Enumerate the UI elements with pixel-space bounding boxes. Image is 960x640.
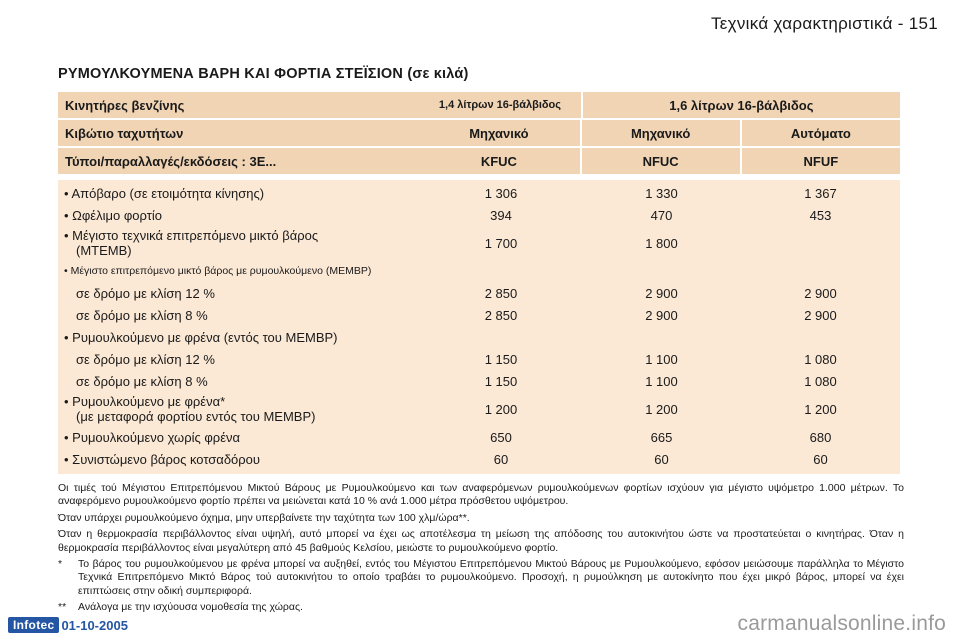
value-c [741, 226, 900, 260]
footnote-1 [58, 558, 904, 598]
gearbox-b: Μηχανικό [580, 120, 740, 146]
value-a: 394 [490, 207, 512, 223]
value-b: 665 [650, 429, 673, 445]
row-label: • Ρυμουλκούμενο με φρένα (εντός του MEMBP) [64, 329, 338, 345]
table-row [58, 370, 900, 392]
table-row [58, 282, 900, 304]
table-row [58, 348, 900, 370]
edition-date: 01-10-2005 [61, 617, 128, 633]
value-c: 680 [809, 429, 832, 445]
section-title: ΡΥΜΟΥΛΚΟΥΜΕΝΑ ΒΑΡΗ ΚΑΙ ΦΟΡΤΙΑ ΣΤΕΪΣΙΟΝ (σε κιλά) [58, 66, 469, 82]
row-label-line1: • Μέγιστο τεχνικά επιτρεπόμενο μικτό βάρος [64, 228, 319, 243]
note-speed: Όταν υπάρχει ρυμουλκούμενο όχημα, μην υπερβαίνετε την ταχύτητα των 100 χλμ/ώρα**. [58, 511, 470, 524]
page-title: Τεχνικά χαρακτηριστικά - 151 [710, 14, 938, 33]
value-a: 1 200 [484, 401, 518, 417]
table-row [58, 226, 900, 260]
value-b: 1 100 [645, 373, 678, 389]
gearbox-a: Μηχανικό [469, 125, 529, 141]
value-a: 1 306 [484, 185, 518, 201]
table-row [58, 260, 900, 282]
footnote-2-text: Ανάλογα με την ισχύουσα νομοθεσία της χώρας. [78, 601, 303, 614]
value-b: 1 200 [645, 401, 678, 417]
value-a: 2 850 [484, 307, 518, 323]
row-label: • Συνιστώμενο βάρος κοτσαδόρου [64, 451, 261, 467]
watermark: carmanualsonline.info [737, 612, 946, 635]
row-label [58, 392, 420, 426]
value-c: 453 [809, 207, 832, 223]
note-altitude: Οι τιμές τού Μέγιστου Επιτρεπόμενου Μικτού Βάρους με Ρυμουλκούμενο και των αναφερόμενων ρυμουλκούμενων φορτίων ισχύουν για μέγιστο υψόμετρο 1.000 μέτρων. Το αναφερόμενο ρυμουλκούμενο φορτίο πρέπει να μειώνεται κατά 10 % ανά 1.000 μέτρα πρόσθετου υψόμετρου. [58, 482, 904, 508]
value-c: 1 200 [804, 401, 837, 417]
value-a: 60 [493, 451, 509, 467]
types-label: Τύποι/παραλλαγές/εκδόσεις : 3E... [65, 153, 277, 169]
table-row [58, 304, 900, 326]
engine-a-header: 1,4 λίτρων 16-βάλβιδος [438, 99, 561, 111]
engines-label: Κινητήρες βενζίνης [65, 97, 185, 113]
value-c: 1 080 [804, 351, 837, 367]
value-b: 2 900 [645, 307, 678, 323]
row-label-line2: (MTEMB) [76, 243, 132, 258]
type-c: NFUF [740, 148, 900, 174]
footer [8, 617, 128, 633]
value-c: 2 900 [804, 307, 837, 323]
row-label: σε δρόμο με κλίση 12 % [76, 285, 215, 301]
infotec-logo: Infotec [8, 617, 59, 633]
value-b: 1 100 [645, 351, 678, 367]
value-b: 2 900 [645, 285, 678, 301]
row-label: σε δρόμο με κλίση 12 % [76, 351, 215, 367]
spec-table [58, 92, 900, 474]
value-a: 1 150 [484, 351, 518, 367]
table-row [58, 182, 900, 204]
row-label [58, 226, 420, 260]
note-temperature: Όταν η θερμοκρασία περιβάλλοντος είναι υψηλή, αυτό μπορεί να έχει ως αποτέλεσμα τη μείωση της απόδοσης του αυτοκινήτου ώστε να προστατεύεται ο κινητήρας. Όταν η θερμοκρασία περιβάλλοντος είναι μεγαλύτερη από 45 βαθμούς Κελσίου, μειώστε το ρυμουλκούμενο φορτίο. [58, 528, 904, 554]
value-c: 2 900 [804, 285, 837, 301]
table-header-types [58, 148, 900, 174]
value-b: 1 800 [645, 235, 678, 251]
type-a: KFUC [480, 153, 517, 169]
engine-b-header: 1,6 λίτρων 16-βάλβιδος [581, 92, 900, 118]
footnote-2-mark: ** [58, 601, 67, 614]
row-label-line1: • Ρυμουλκούμενο με φρένα* [64, 394, 226, 409]
type-b: NFUC [580, 148, 740, 174]
value-a: 2 850 [484, 285, 518, 301]
row-label: σε δρόμο με κλίση 8 % [76, 373, 208, 389]
row-label: • Ωφέλιμο φορτίο [64, 207, 162, 223]
gearbox-label: Κιβώτιο ταχυτήτων [65, 125, 184, 141]
table-row [58, 448, 900, 470]
value-c: 1 080 [804, 373, 837, 389]
footnote-1-text: Το βάρος του ρυμουλκούμενου με φρένα μπορεί να αυξηθεί, εντός του Μέγιστου Επιτρεπόμενου Μικτού Βάρους με Ρυμουλκούμενο, εφόσον μειώσουμε παράλληλα το Μέγιστο Τεχνικά Επιτρεπόμενο Μικτό Βάρος τού αυτοκινήτου το οποίο τραβάει το ρυμουλκούμενο. Προσοχή, η ρυμούλκηση με αυτοκίνητο που έχει μικρό βάρος, μπορεί να έχει επιπτώσεις στην οδική συμπεριφορά. [78, 558, 904, 597]
gearbox-c: Αυτόματο [740, 120, 900, 146]
table-row [58, 426, 900, 448]
table-body [58, 178, 900, 474]
table-row [58, 326, 900, 348]
value-a: 650 [490, 429, 512, 445]
table-header-engines [58, 92, 900, 118]
value-b: 470 [650, 207, 673, 223]
notes [58, 482, 904, 618]
value-c: 1 367 [804, 185, 837, 201]
row-label: • Απόβαρο (σε ετοιμότητα κίνησης) [64, 185, 265, 201]
row-label-line2: (με μεταφορά φορτίου εντός του MEMBP) [76, 409, 316, 424]
row-label: σε δρόμο με κλίση 8 % [76, 307, 208, 323]
footnote-1-mark: * [58, 558, 63, 571]
value-b: 60 [654, 451, 669, 467]
value-c: 60 [813, 451, 828, 467]
value-a: 1 150 [484, 373, 518, 389]
table-row [58, 392, 900, 426]
value-a: 1 700 [484, 235, 518, 251]
row-label: • Ρυμουλκούμενο χωρίς φρένα [64, 429, 241, 445]
row-label: • Μέγιστο επιτρεπόμενο μικτό βάρος με ρυμουλκούμενο (MEMBP) [64, 265, 372, 277]
table-row [58, 204, 900, 226]
table-header-gearbox [58, 120, 900, 146]
value-b: 1 330 [645, 185, 678, 201]
